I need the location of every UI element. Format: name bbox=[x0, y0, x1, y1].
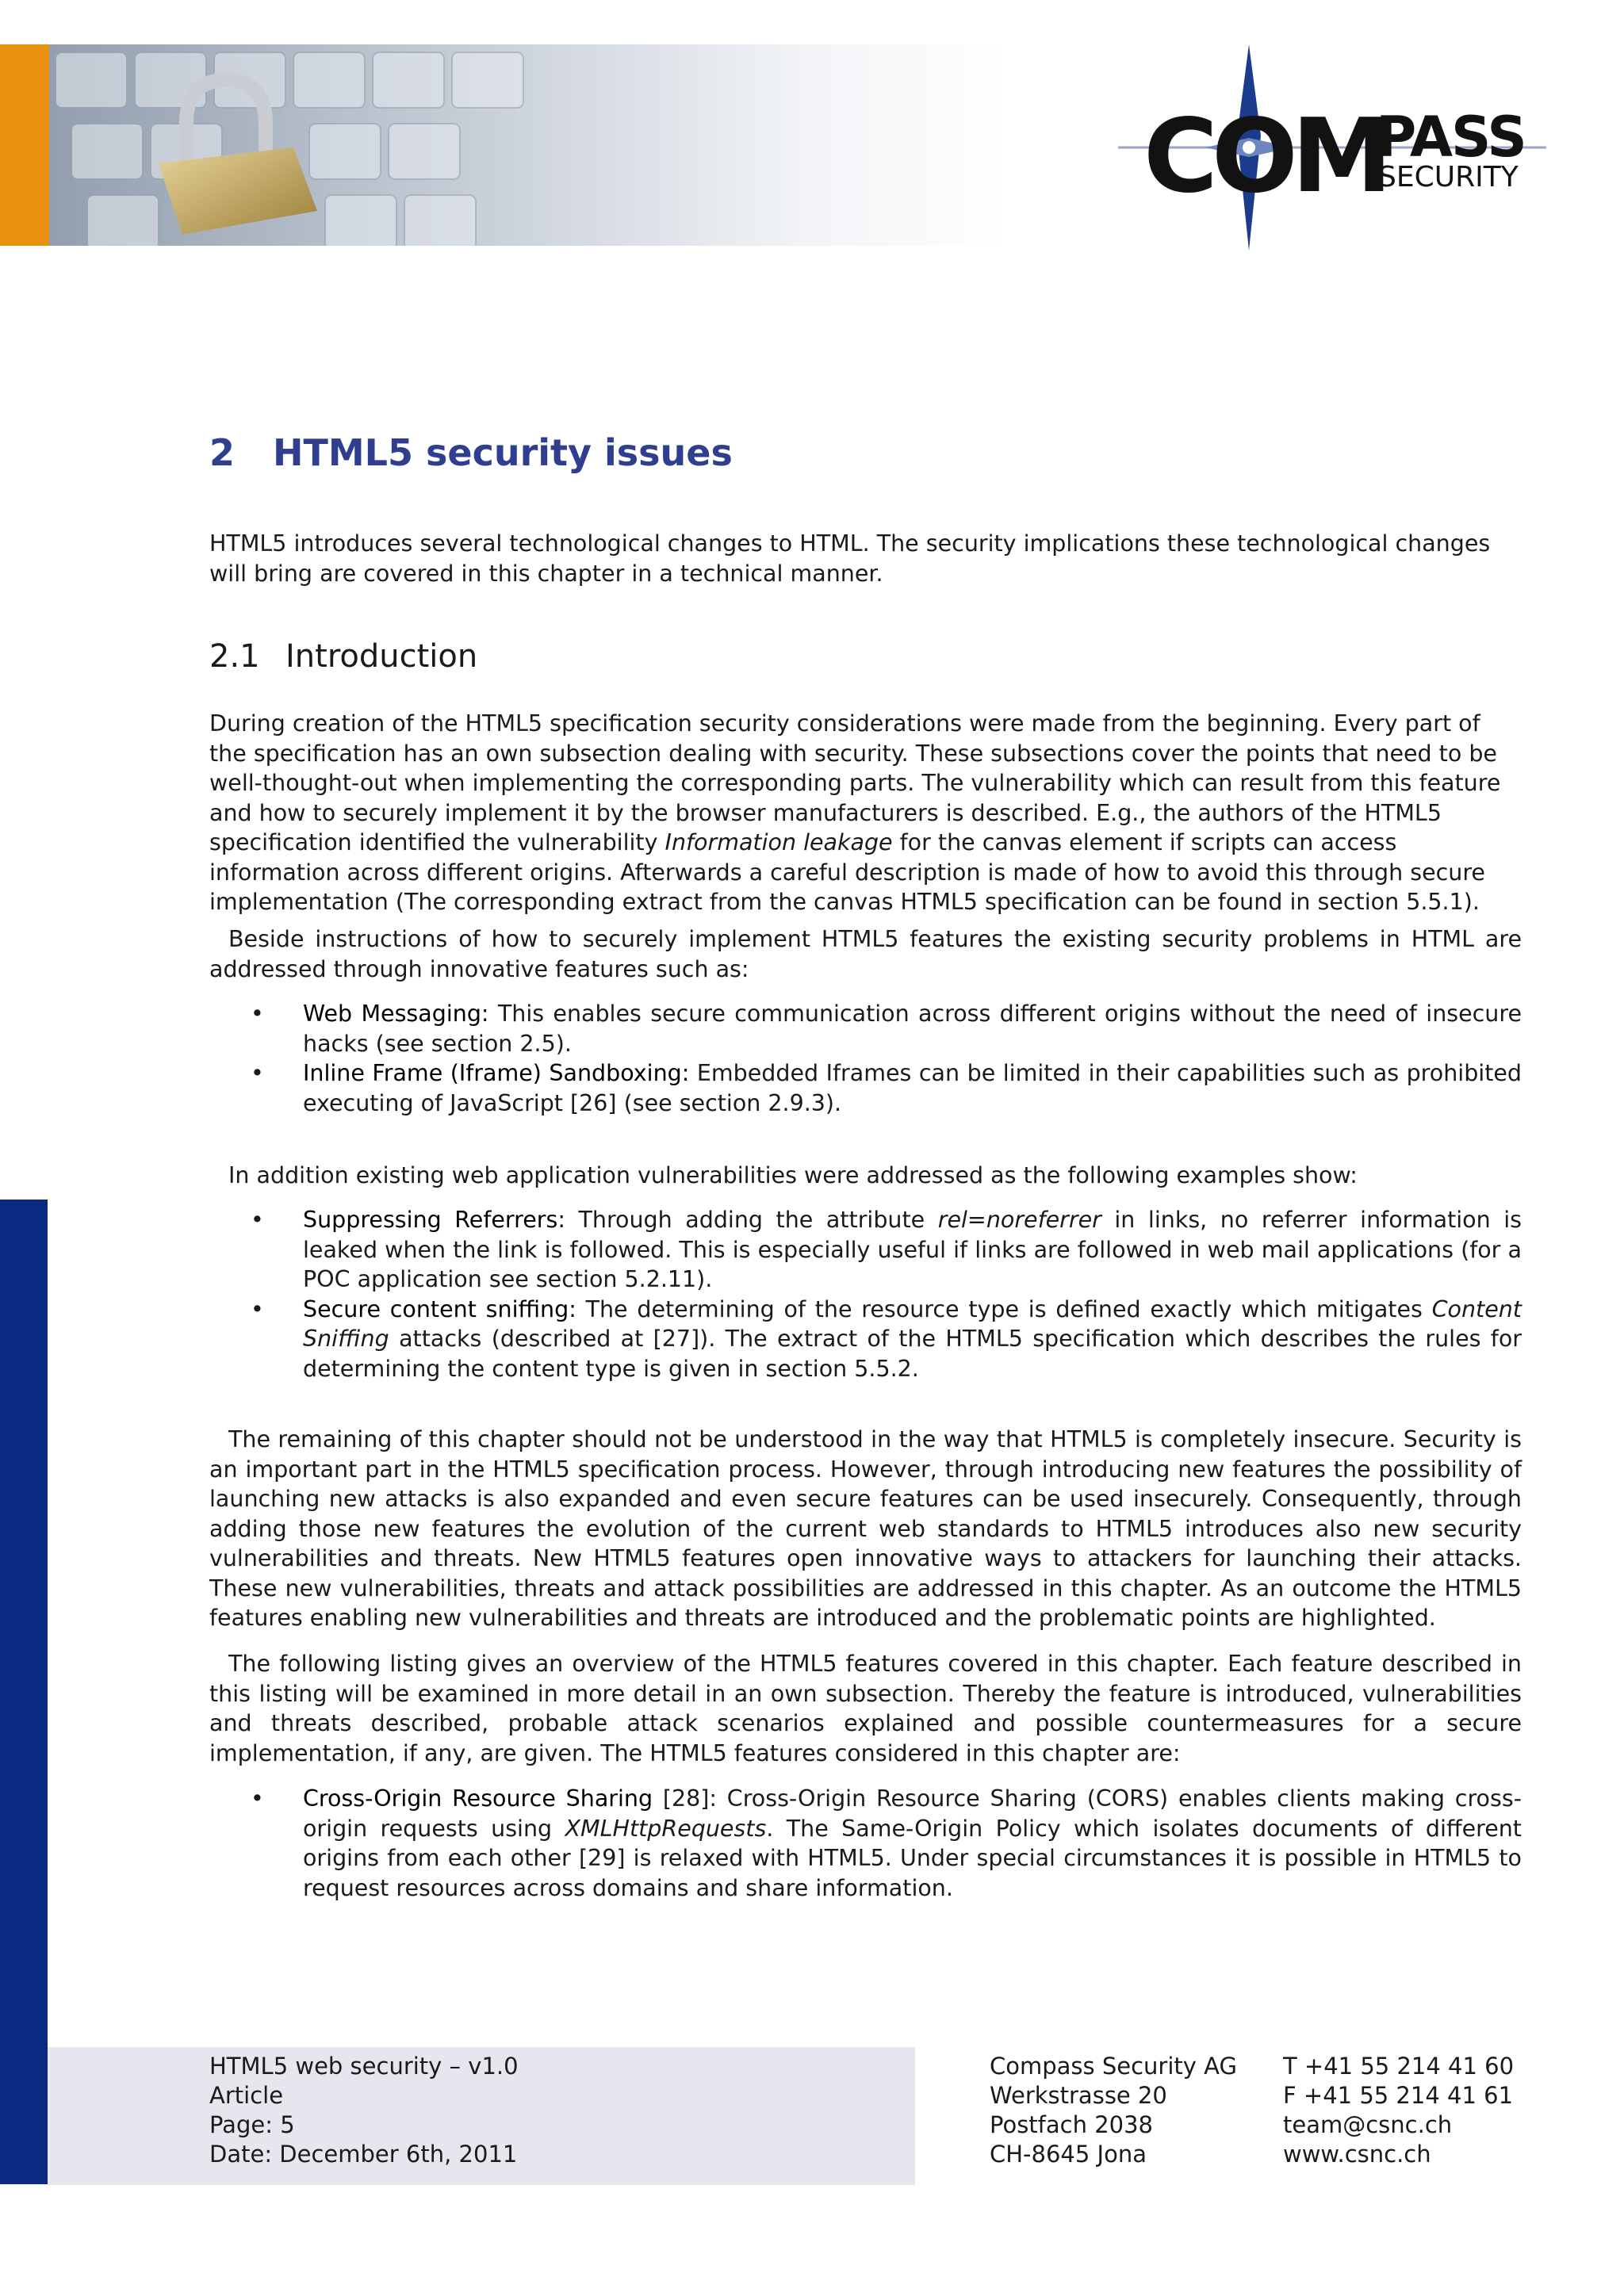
paragraph-text: Beside instructions of how to securely implement HTML5 features the existing security problems in HTML are addressed through innovative features such as: bbox=[209, 926, 1522, 982]
feature-list-3 bbox=[209, 1784, 1522, 1903]
em-information-leakage: Information leakage bbox=[665, 829, 893, 855]
chapter-intro bbox=[209, 529, 1522, 588]
list-item: • Suppressing Referrers: Through adding the attribute rel=noreferrer in links, no referrer information is leaked when the link is followed. This is especially useful if links are followed in web mail applications (for a POC application see section 5.2.11). bbox=[209, 1205, 1522, 1295]
chapter-number: 2 bbox=[209, 431, 236, 474]
footer-company: Compass Security AG bbox=[990, 2053, 1237, 2080]
intro-paragraph-4 bbox=[209, 1425, 1522, 1633]
logo-text-security: SECURITY bbox=[1378, 161, 1519, 193]
list-item: • Secure content sniffing: The determining of the resource type is defined exactly which mitigates Content Sniffing attacks (described at [27]). The extract of the HTML5 specification which describes the rules for determining the content type is given in section 5.5.2. bbox=[209, 1295, 1522, 1384]
logo-text-pass: PASS bbox=[1376, 105, 1526, 170]
section-title: Introduction bbox=[285, 638, 478, 675]
paragraph-text: The following listing gives an overview of the HTML5 features covered in this chapter. Each feature described in this listing will be examined in more detail in an own subsection. Thereby the feature is introduced, vulnerabilities and threats described, probable attack scenarios explained and possible countermeasures for a secure implementation, if any, are given. The HTML5 features considered in this chapter are: bbox=[209, 1651, 1522, 1766]
footer-doc-title: HTML5 web security – v1.0 bbox=[209, 2053, 519, 2080]
intro-paragraph-2 bbox=[209, 924, 1522, 984]
paragraph-text: The remaining of this chapter should not be understood in the way that HTML5 is completely insecure. Security is an important part in the HTML5 specification process. However, through introducing new features the possibility of launching new attacks is also expanded and even secure features can be used insecurely. Consequently, through adding those new features the evolution of the current web standards to HTML5 introduces also new security vulnerabilities and threats. New HTML5 features open innovative ways to attackers for launching their attacks. These new vulnerabilities, threats and attack possibilities are addressed in this chapter. As an outcome the HTML5 features enabling new vulnerabilities and threats are introduced and the problematic points are highlighted. bbox=[209, 1426, 1522, 1631]
footer-street: Werkstrasse 20 bbox=[990, 2082, 1167, 2109]
list-item: • Inline Frame (Iframe) Sandboxing: Embedded Iframes can be limited in their capabilities such as prohibited executing of JavaScript [26] (see section 2.9.3). bbox=[209, 1058, 1522, 1118]
chapter-heading bbox=[209, 431, 733, 474]
list-item: • Cross-Origin Resource Sharing [28]: Cross-Origin Resource Sharing (CORS) enables clients making cross-origin requests using XMLHttpRequests. The Same-Origin Policy which isolates documents of different origins from each other [29] is relaxed with HTML5. Under special circumstances it is possible in HTML5 to request resources across domains and share information. bbox=[209, 1784, 1522, 1903]
footer-date: Date: December 6th, 2011 bbox=[209, 2141, 518, 2168]
blue-accent-bar bbox=[0, 1200, 48, 2184]
footer-page-number: Page: 5 bbox=[209, 2111, 295, 2138]
feature-list-2 bbox=[209, 1205, 1522, 1383]
chapter-title: HTML5 security issues bbox=[273, 431, 733, 474]
footer-document-info bbox=[209, 2052, 519, 2169]
footer-phone: T +41 55 214 41 60 bbox=[1283, 2053, 1515, 2080]
intro-paragraph-5 bbox=[209, 1649, 1522, 1768]
footer-address bbox=[990, 2052, 1237, 2169]
intro-paragraph-1 bbox=[209, 709, 1522, 917]
intro-paragraph-3 bbox=[209, 1161, 1522, 1191]
logo-text-com: COM bbox=[1143, 98, 1387, 216]
footer-city: CH-8645 Jona bbox=[990, 2141, 1147, 2168]
footer-fax: F +41 55 214 41 61 bbox=[1283, 2082, 1514, 2109]
chapter-intro-text: HTML5 introduces several technological changes to HTML. The security implications these technological changes will bring are covered in this chapter in a technical manner. bbox=[209, 530, 1491, 587]
footer-contact bbox=[1283, 2052, 1514, 2169]
footer-doc-type: Article bbox=[209, 2082, 284, 2109]
feature-list-1 bbox=[209, 999, 1522, 1118]
compass-security-logo bbox=[1118, 44, 1546, 251]
footer-postbox: Postfach 2038 bbox=[990, 2111, 1154, 2138]
footer-email[interactable]: team@csnc.ch bbox=[1283, 2111, 1453, 2138]
paragraph-text: In addition existing web application vulnerabilities were addressed as the following examples show: bbox=[228, 1162, 1358, 1188]
orange-accent-bar bbox=[0, 44, 49, 246]
paragraph-text: During creation of the HTML5 specification security considerations were made from the beginning. Every part of the specification has an own subsection dealing with security. These subsections cover the points that need to be well-thought-out when implementing the corresponding parts. The vulnerability which can result from this feature and how to securely implement it by the browser manufacturers is described. E.g., the authors of the HTML5 specification identified the vulnerability Information leakage for the canvas element if scripts can access information across different origins. Afterwards a careful description is made of how to avoid this through secure implementation (The corresponding extract from the canvas HTML5 specification can be found in section 5.5.1). bbox=[209, 710, 1501, 915]
keyboard-padlock-image bbox=[0, 44, 1007, 246]
header-image bbox=[0, 44, 1007, 246]
section-number: 2.1 bbox=[209, 638, 260, 675]
section-heading bbox=[209, 638, 478, 675]
footer-website[interactable]: www.csnc.ch bbox=[1283, 2141, 1431, 2168]
list-item: • Web Messaging: This enables secure communication across different origins without the need of insecure hacks (see section 2.5). bbox=[209, 999, 1522, 1058]
